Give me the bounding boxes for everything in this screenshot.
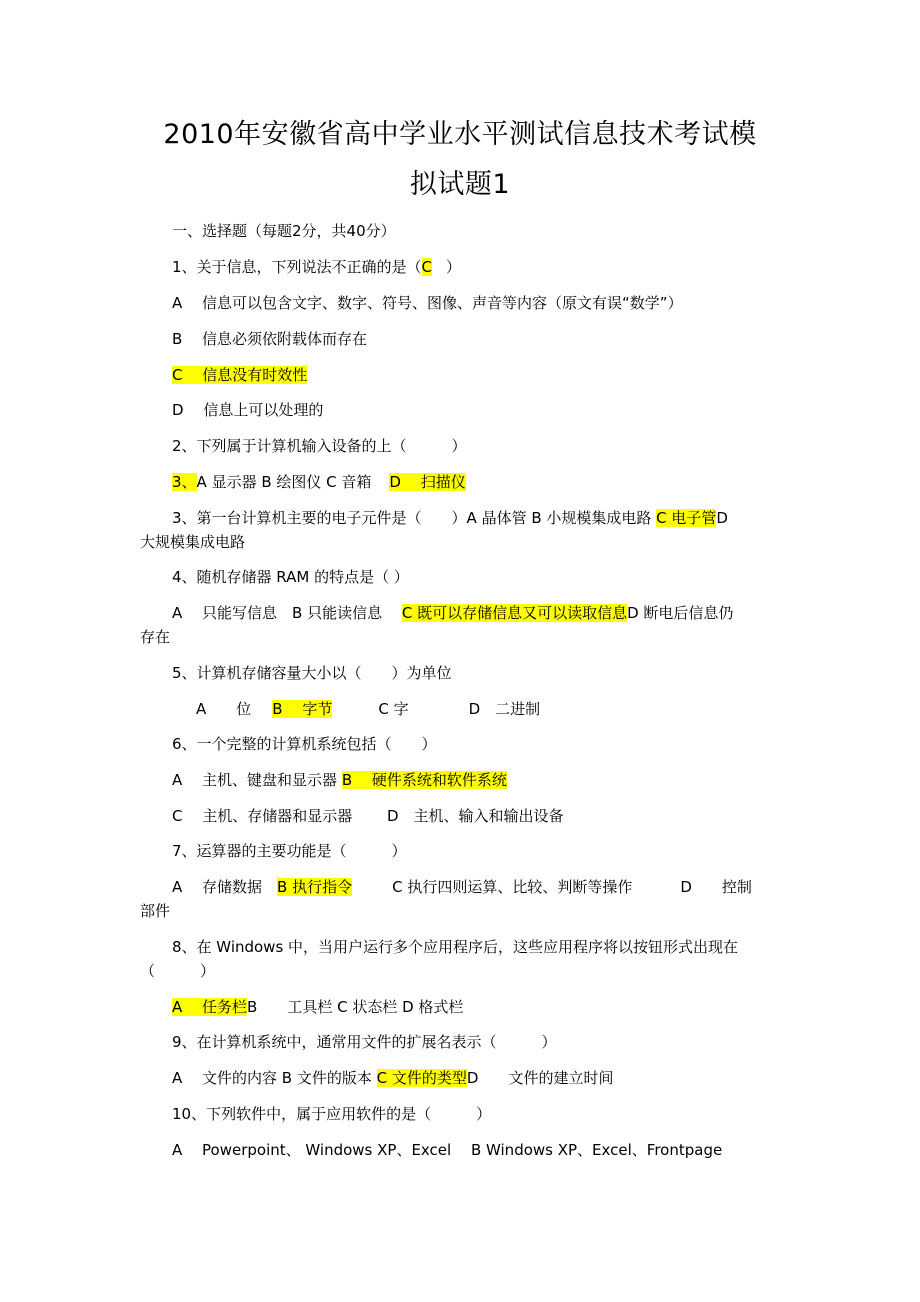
question-4-option-d: D 断电后信息仍	[627, 604, 734, 622]
question-3-tail: D	[716, 509, 728, 527]
question-6-answer: B 硬件系统和软件系统	[341, 771, 507, 789]
question-3	[172, 508, 728, 528]
question-9-option-d: D 文件的建立时间	[466, 1069, 614, 1087]
question-4-continuation: 存在	[140, 628, 171, 646]
question-7-continuation: 部件	[140, 902, 171, 920]
question-8-continuation: （ ）	[140, 962, 216, 980]
question-2-stem: 2、下列属于计算机输入设备的上（ ）	[172, 437, 467, 455]
question-5-option-a: A 位	[196, 700, 267, 718]
question-6-options-ab	[172, 770, 507, 790]
question-9-option-ab: A 文件的内容 B 文件的版本	[172, 1069, 377, 1087]
question-2-answer: D 扫描仪	[389, 473, 466, 491]
question-7-option-c: C 执行四则运算、比较、判断等操作	[392, 878, 633, 896]
question-1-option-d: D 信息上可以处理的	[172, 401, 324, 419]
question-1-stem: 1、关于信息，下列说法不正确的是（	[172, 258, 422, 276]
question-10-options: A Powerpoint、 Windows XP、Excel B Windows XP、Excel、Frontpage	[172, 1141, 723, 1159]
question-1	[172, 257, 461, 277]
question-7-stem: 7、运算器的主要功能是（ ）	[172, 842, 407, 860]
question-4-options-ab: A 只能写信息 B 只能读信息	[172, 604, 402, 622]
question-2-number: 3、	[172, 473, 197, 491]
question-9-stem: 9、在计算机系统中，通常用文件的扩展名表示（ ）	[172, 1033, 557, 1051]
question-7-answer: B 执行指令	[277, 878, 353, 896]
question-1-option-b: B 信息必须依附载体而存在	[172, 330, 368, 348]
question-8-option-text: B 工具栏 C 状态栏 D 格式栏	[247, 998, 464, 1016]
question-3-stem: 3、第一台计算机主要的电子元件是（ ）A 晶体管 B 小规模集成电路	[172, 509, 657, 527]
question-5-stem: 5、计算机存储容量大小以（ ）为单位	[172, 664, 452, 682]
question-1-option-c-highlight: C 信息没有时效性	[172, 366, 308, 384]
question-6-options-cd: C 主机、存储器和显示器 D 主机、输入和输出设备	[172, 807, 564, 825]
question-8-stem: 8、在 Windows 中，当用户运行多个应用程序后，这些应用程序将以按钮形式出现在	[172, 938, 739, 956]
question-10-stem: 10、下列软件中，属于应用软件的是（ ）	[172, 1105, 492, 1123]
question-1-answer: C	[421, 258, 433, 276]
question-5-options	[196, 699, 540, 719]
question-5-answer: B 字节	[272, 700, 333, 718]
document-title-line2: 拟试题1	[409, 169, 511, 200]
question-6-option-a: A 主机、键盘和显示器	[172, 771, 342, 789]
question-1-option-a: A 信息可以包含文字、数字、符号、图像、声音等内容（原文有误“数学”）	[172, 294, 683, 312]
question-7-option-d: D 控制	[680, 878, 752, 896]
question-4-stem: 4、随机存储器 RAM 的特点是（ ）	[172, 568, 409, 586]
question-2-option-text: A 显示器 B 绘图仪 C 音箱	[196, 473, 372, 491]
question-3-continuation: 大规模集成电路	[140, 533, 246, 551]
question-1-stem-end: ）	[446, 258, 462, 276]
question-8-answer: A 任务栏	[172, 998, 248, 1016]
question-6-stem: 6、一个完整的计算机系统包括（ ）	[172, 735, 437, 753]
section-heading: 一、选择题（每题2分，共40分）	[172, 222, 396, 240]
question-1-option-c	[172, 365, 307, 385]
question-5-option-d: D 二进制	[468, 700, 541, 718]
document-title-line1: 2010年安徽省高中学业水平测试信息技术考试模	[163, 119, 757, 150]
question-3-answer: C 电子管	[656, 509, 717, 527]
question-4-answer: C 既可以存储信息又可以读取信息	[401, 604, 628, 622]
question-7-options	[172, 877, 752, 897]
question-5-option-c: C 字	[378, 700, 409, 718]
question-7-option-a: A 存储数据	[172, 878, 278, 896]
question-9-options	[172, 1068, 613, 1088]
question-4-options	[172, 603, 733, 623]
question-9-answer: C 文件的类型	[376, 1069, 467, 1087]
question-8-options	[172, 997, 463, 1017]
question-2-options	[172, 472, 466, 492]
